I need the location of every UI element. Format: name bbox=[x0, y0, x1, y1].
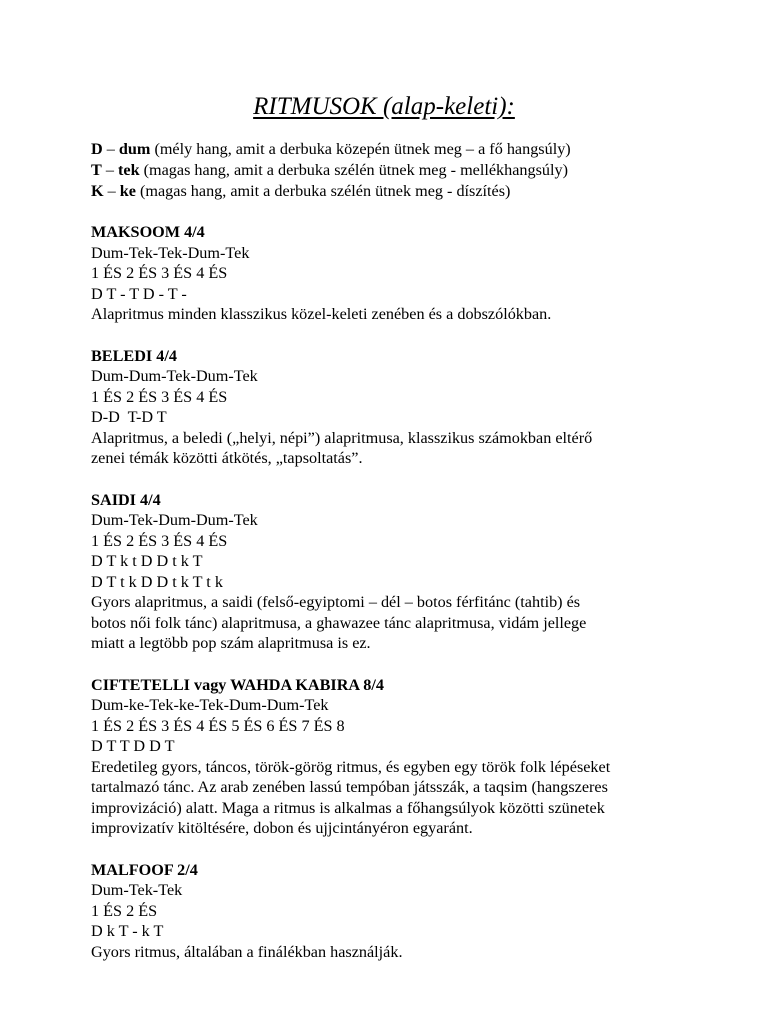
rhythm-description: botos női folk tánc) alapritmusa, a ghawazee tánc alapritmusa, vidám jellege bbox=[91, 613, 587, 632]
rhythm-count: 1 ÉS 2 ÉS bbox=[91, 901, 158, 920]
legend-text: (magas hang, amit a derbuka szélén ütnek meg - mellékhangsúly) bbox=[139, 161, 568, 179]
legend-dash: – bbox=[103, 182, 120, 200]
rhythm-notation: D T k t D D t k T bbox=[91, 552, 203, 570]
rhythm-description: Gyors alapritmus, a saidi (felső-egyiptomi – dél – botos férfitánc (tahtib) és bbox=[91, 593, 581, 611]
legend-letter: T bbox=[91, 161, 102, 179]
rhythm-description: Eredetileg gyors, táncos, török-görög ritmus, és egyben egy török folk lépéseket bbox=[91, 757, 611, 776]
rhythm-description: Gyors ritmus, általában a finálékban használják. bbox=[91, 942, 403, 961]
legend-item-ke bbox=[91, 181, 711, 202]
rhythm-description: improvizatív kitöltésére, dobon és ujjcintányéron egyaránt. bbox=[91, 819, 473, 837]
legend-word: dum bbox=[118, 140, 151, 158]
rhythm-notation: D T t k D D t k T t k bbox=[91, 572, 223, 591]
rhythm-count: 1 ÉS 2 ÉS 3 ÉS 4 ÉS 5 ÉS 6 ÉS 7 ÉS 8 bbox=[91, 716, 345, 735]
legend-item-dum bbox=[91, 139, 711, 160]
legend-letter: K bbox=[91, 182, 104, 200]
rhythm-description: Alapritmus, a beledi („helyi, népi”) alapritmusa, klasszikus számokban eltérő bbox=[91, 428, 593, 447]
rhythm-pattern: Dum-Tek-Dum-Dum-Tek bbox=[91, 511, 258, 529]
rhythm-description: zenei témák közötti átkötés, „tapsoltatás”. bbox=[91, 449, 363, 467]
document-content bbox=[91, 139, 711, 983]
rhythm-section-maksoom bbox=[91, 222, 711, 325]
rhythm-notation: D k T - k T bbox=[91, 922, 164, 940]
rhythm-pattern: Dum-Tek-Tek-Dum-Tek bbox=[91, 243, 250, 262]
rhythm-description: Alapritmus minden klasszikus közel-keleti zenében és a dobszólókban. bbox=[91, 305, 552, 323]
rhythm-section-saidi bbox=[91, 490, 711, 654]
legend-dash: – bbox=[101, 161, 118, 179]
rhythm-count: 1 ÉS 2 ÉS 3 ÉS 4 ÉS bbox=[91, 264, 228, 282]
rhythm-pattern: Dum-Dum-Tek-Dum-Tek bbox=[91, 367, 258, 385]
rhythm-pattern: Dum-ke-Tek-ke-Tek-Dum-Dum-Tek bbox=[91, 696, 329, 714]
rhythm-count: 1 ÉS 2 ÉS 3 ÉS 4 ÉS bbox=[91, 387, 228, 406]
legend-dash: – bbox=[102, 140, 119, 158]
rhythm-section-malfoof bbox=[91, 860, 711, 963]
rhythm-title: CIFTETELLI vagy WAHDA KABIRA 8/4 bbox=[91, 675, 384, 694]
rhythm-count: 1 ÉS 2 ÉS 3 ÉS 4 ÉS bbox=[91, 531, 228, 550]
legend-item-tek bbox=[91, 160, 711, 181]
legend-text: (magas hang, amit a derbuka szélén ütnek meg - díszítés) bbox=[135, 182, 511, 200]
rhythm-title: BELEDI 4/4 bbox=[91, 346, 177, 365]
rhythm-title: MAKSOOM 4/4 bbox=[91, 223, 205, 241]
rhythm-notation: D T T D D T bbox=[91, 737, 175, 755]
legend bbox=[91, 139, 711, 202]
legend-word: tek bbox=[118, 161, 140, 179]
legend-text: (mély hang, amit a derbuka közepén ütnek meg – a fő hangsúly) bbox=[150, 140, 571, 158]
rhythm-description: improvizáció) alatt. Maga a ritmus is alkalmas a főhangsúlyok közötti szünetek bbox=[91, 798, 605, 817]
rhythm-description: tartalmazó tánc. Az arab zenében lassú tempóban játsszák, a taqsim (hangszeres bbox=[91, 778, 608, 796]
rhythm-pattern: Dum-Tek-Tek bbox=[91, 881, 183, 899]
rhythm-title: SAIDI 4/4 bbox=[91, 490, 161, 509]
rhythm-notation: D-D T-D T bbox=[91, 408, 167, 426]
legend-word: ke bbox=[119, 182, 136, 200]
page-title: RITMUSOK (alap-keleti): bbox=[253, 93, 515, 120]
rhythm-description: miatt a legtöbb pop szám alapritmusa is ez. bbox=[91, 634, 371, 652]
rhythm-section-ciftetelli bbox=[91, 675, 711, 839]
rhythm-notation: D T - T D - T - bbox=[91, 284, 187, 303]
legend-letter: D bbox=[91, 140, 103, 158]
rhythm-section-beledi bbox=[91, 346, 711, 469]
rhythm-title: MALFOOF 2/4 bbox=[91, 860, 198, 879]
